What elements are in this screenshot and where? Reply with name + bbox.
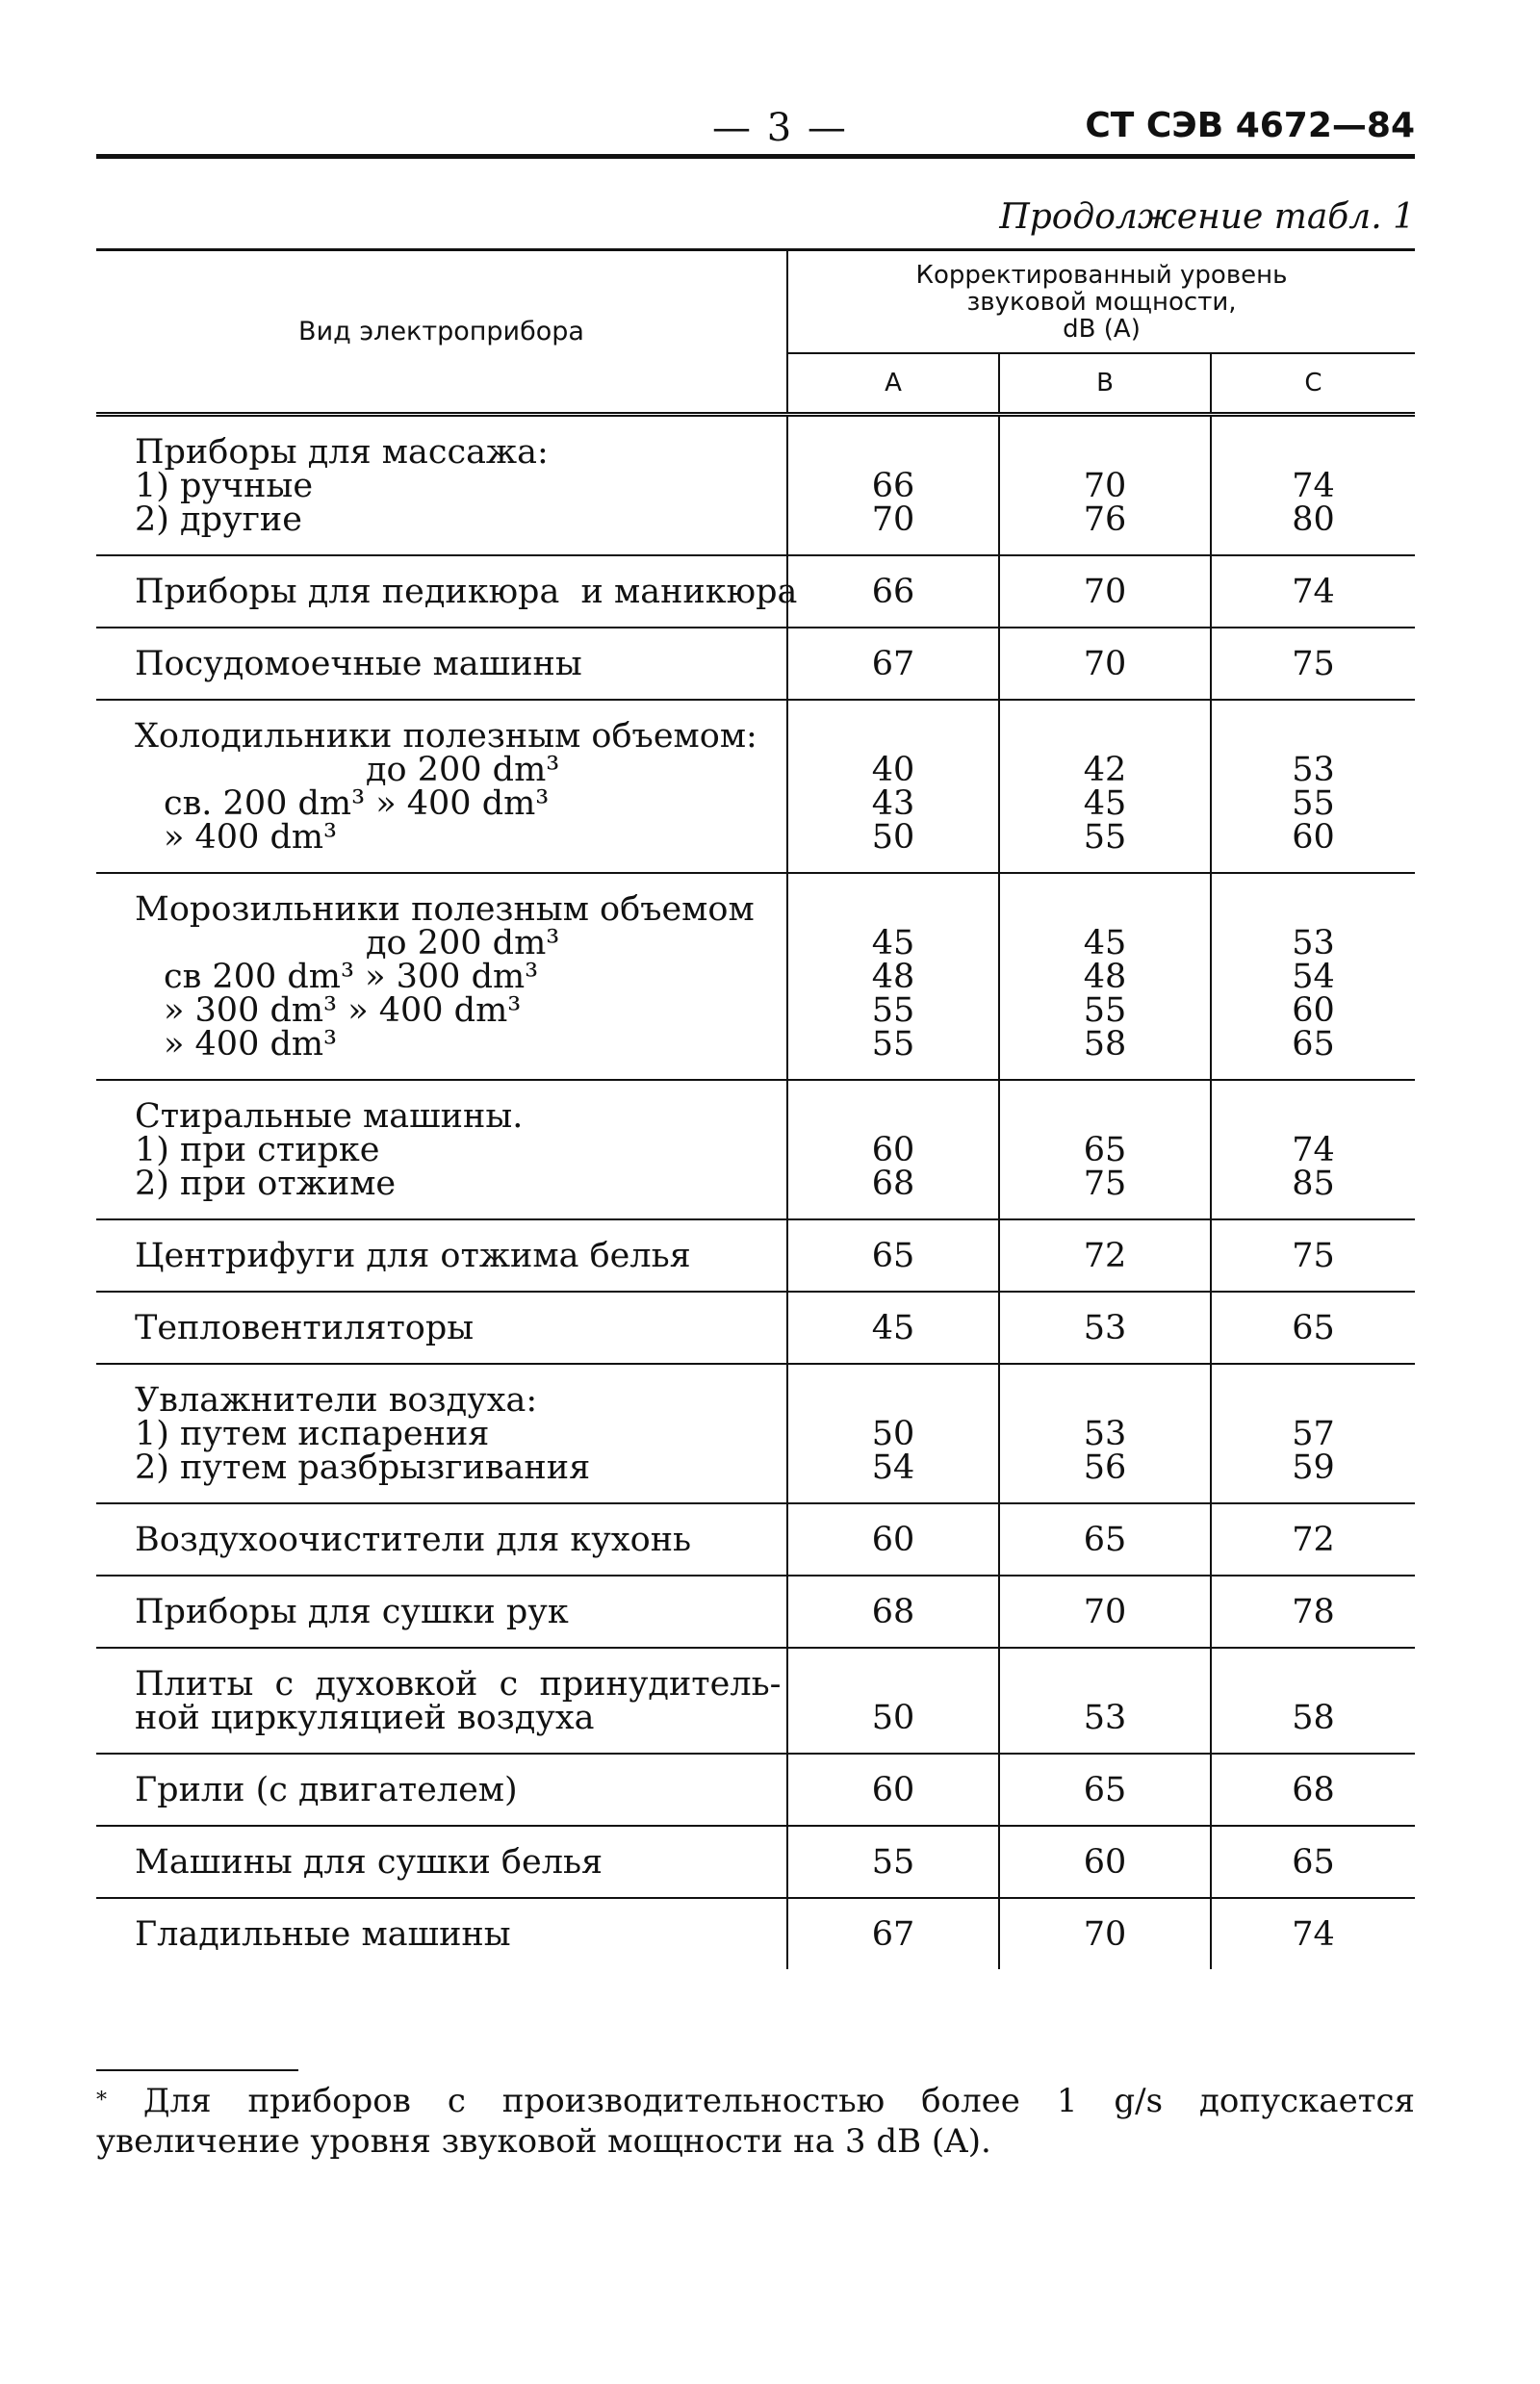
value-a: 55 <box>871 991 915 1030</box>
value-a: 60 <box>871 1771 915 1809</box>
device-name-line: до 200 dm³ <box>366 751 560 789</box>
table-row <box>96 415 1415 556</box>
value-a: 66 <box>871 467 915 505</box>
value-a: 54 <box>871 1448 915 1487</box>
device-name-line: » 300 dm³ » 400 dm³ <box>164 991 522 1030</box>
device-name-cell <box>96 628 787 700</box>
value-cell-b <box>999 1576 1211 1648</box>
value-cell-c <box>1211 1292 1415 1364</box>
device-name-line: до 200 dm³ <box>366 924 560 962</box>
device-name-cell <box>96 1826 787 1898</box>
device-name-line: Плиты с духовкой с принудитель- <box>135 1665 782 1704</box>
device-name-line: 1) ручные <box>135 467 314 505</box>
device-name-line: Увлажнители воздуха: <box>135 1381 538 1420</box>
table-row <box>96 1576 1415 1648</box>
footnote <box>96 2081 1415 2162</box>
value-cell-a <box>787 700 999 873</box>
device-name-line: ной циркуляцией воздуха <box>135 1699 595 1737</box>
value-b: 76 <box>1083 500 1127 539</box>
value-c: 74 <box>1292 467 1335 505</box>
value-cell-b <box>999 415 1211 556</box>
device-name-line: Приборы для сушки рук <box>135 1593 569 1631</box>
value-a: 50 <box>871 1415 915 1453</box>
value-cell-a <box>787 873 999 1080</box>
value-cell-b <box>999 1219 1211 1292</box>
table-row <box>96 1648 1415 1754</box>
value-cell-a <box>787 1292 999 1364</box>
device-name-cell <box>96 555 798 628</box>
value-c: 57 <box>1292 1415 1335 1453</box>
value-cell-a <box>787 628 999 700</box>
value-a: 65 <box>871 1237 915 1275</box>
device-name-line: Посудомоечные машины <box>135 645 582 683</box>
value-cell-c <box>1211 555 1415 628</box>
device-name-cell <box>96 1503 787 1576</box>
device-name-line: Воздухоочистители для кухонь <box>135 1521 692 1559</box>
value-c: 74 <box>1292 1131 1335 1169</box>
value-c: 74 <box>1292 1915 1335 1954</box>
value-cell-a <box>787 1364 999 1503</box>
value-cell-a <box>787 1754 999 1826</box>
value-cell-b <box>999 1364 1211 1503</box>
table-body <box>96 415 1415 1970</box>
value-b: 70 <box>1083 467 1127 505</box>
value-b: 53 <box>1083 1309 1127 1347</box>
value-b: 42 <box>1083 751 1127 789</box>
device-name-line: св 200 dm³ » 300 dm³ <box>164 958 539 996</box>
table-row <box>96 1292 1415 1364</box>
value-cell-c <box>1211 1503 1415 1576</box>
value-cell-a <box>787 1898 999 1969</box>
value-a: 45 <box>871 924 915 962</box>
value-cell-b <box>999 555 1211 628</box>
value-cell-c <box>1211 1364 1415 1503</box>
value-b: 72 <box>1083 1237 1127 1275</box>
device-name-line: 1) путем испарения <box>135 1415 490 1453</box>
table-row <box>96 1826 1415 1898</box>
device-name-line: Стиральные машины. <box>135 1097 524 1136</box>
value-b: 56 <box>1083 1448 1127 1487</box>
value-b: 48 <box>1083 958 1127 996</box>
value-b: 70 <box>1083 573 1127 611</box>
value-cell-c <box>1211 1219 1415 1292</box>
device-name-line: 2) путем разбрызгивания <box>135 1448 591 1487</box>
device-name-line: Гладильные машины <box>135 1915 511 1954</box>
value-cell-a <box>787 1826 999 1898</box>
value-c: 65 <box>1292 1309 1335 1347</box>
group-header-line: звуковой мощности, <box>966 287 1237 317</box>
value-a: 70 <box>871 500 915 539</box>
table-row <box>96 1898 1415 1969</box>
value-cell-a <box>787 1080 999 1219</box>
value-c: 68 <box>1292 1771 1335 1809</box>
device-name-cell <box>96 1364 787 1503</box>
value-c: 80 <box>1292 500 1335 539</box>
device-name-cell <box>96 415 787 556</box>
value-c: 59 <box>1292 1448 1335 1487</box>
device-name-line: » 400 dm³ <box>164 818 338 857</box>
value-a: 67 <box>871 645 915 683</box>
value-b: 75 <box>1083 1165 1127 1203</box>
value-cell-b <box>999 1754 1211 1826</box>
value-c: 65 <box>1292 1025 1335 1064</box>
device-name-cell <box>96 1648 787 1754</box>
column-group-header <box>787 250 1415 354</box>
value-a: 67 <box>871 1915 915 1954</box>
footnote-mark: * <box>96 2089 107 2113</box>
value-b: 58 <box>1083 1025 1127 1064</box>
value-cell-c <box>1211 1826 1415 1898</box>
device-name-cell <box>96 1080 787 1219</box>
value-c: 60 <box>1292 818 1335 857</box>
device-name-cell <box>96 700 787 873</box>
table-row <box>96 1754 1415 1826</box>
group-header-line: dB (A) <box>1063 314 1141 344</box>
value-cell-c <box>1211 1576 1415 1648</box>
value-cell-a <box>787 555 999 628</box>
value-b: 53 <box>1083 1699 1127 1737</box>
table-row <box>96 873 1415 1080</box>
value-a: 50 <box>871 818 915 857</box>
table-row <box>96 1080 1415 1219</box>
device-name-line: » 400 dm³ <box>164 1025 338 1064</box>
column-header-b: B <box>999 353 1211 415</box>
device-name-cell <box>96 1898 787 1969</box>
value-a: 50 <box>871 1699 915 1737</box>
device-name-cell <box>96 873 787 1080</box>
value-c: 54 <box>1292 958 1335 996</box>
value-cell-a <box>787 1219 999 1292</box>
value-cell-c <box>1211 873 1415 1080</box>
noise-level-table <box>96 248 1415 1969</box>
value-b: 55 <box>1083 818 1127 857</box>
value-cell-a <box>787 1503 999 1576</box>
header-rule <box>96 154 1415 159</box>
value-b: 65 <box>1083 1771 1127 1809</box>
device-name-line: 1) при стирке <box>135 1131 380 1169</box>
value-cell-c <box>1211 628 1415 700</box>
device-name-line: св. 200 dm³ » 400 dm³ <box>164 784 550 823</box>
device-name-line: Приборы для педикюра и маникюра <box>135 573 798 611</box>
device-name-line: Центрифуги для отжима белья <box>135 1237 691 1275</box>
device-name-cell <box>96 1292 787 1364</box>
value-c: 53 <box>1292 924 1335 962</box>
device-name-line: Холодильники полезным объемом: <box>135 717 757 756</box>
column-header-device: Вид электроприбора <box>96 250 787 415</box>
value-cell-c <box>1211 1648 1415 1754</box>
device-name-line: Грили (с двигателем) <box>135 1771 518 1809</box>
value-a: 45 <box>871 1309 915 1347</box>
footnote-rule <box>96 2069 298 2071</box>
value-b: 45 <box>1083 924 1127 962</box>
table-row <box>96 1364 1415 1503</box>
value-b: 65 <box>1083 1131 1127 1169</box>
value-cell-b <box>999 1503 1211 1576</box>
table-row <box>96 1503 1415 1576</box>
value-cell-b <box>999 1080 1211 1219</box>
value-a: 60 <box>871 1521 915 1559</box>
device-name-cell <box>96 1576 787 1648</box>
value-b: 55 <box>1083 991 1127 1030</box>
device-name-cell <box>96 1754 787 1826</box>
value-cell-b <box>999 1648 1211 1754</box>
value-cell-a <box>787 1648 999 1754</box>
value-c: 53 <box>1292 751 1335 789</box>
value-a: 55 <box>871 1843 915 1882</box>
value-a: 68 <box>871 1165 915 1203</box>
document-code: СТ СЭВ 4672—84 <box>1085 106 1415 145</box>
value-cell-a <box>787 415 999 556</box>
device-name-line: Машины для сушки белья <box>135 1843 603 1882</box>
value-cell-b <box>999 700 1211 873</box>
table-row <box>96 555 1415 628</box>
value-c: 78 <box>1292 1593 1335 1631</box>
value-cell-b <box>999 1292 1211 1364</box>
value-cell-c <box>1211 1898 1415 1969</box>
page-header <box>96 96 1415 154</box>
device-name-line: Приборы для массажа: <box>135 433 549 472</box>
value-b: 70 <box>1083 1915 1127 1954</box>
table-row <box>96 628 1415 700</box>
device-name-cell <box>96 1219 787 1292</box>
value-cell-c <box>1211 1080 1415 1219</box>
value-b: 53 <box>1083 1415 1127 1453</box>
device-name-line: 2) при отжиме <box>135 1165 397 1203</box>
footnote-text: Для приборов с производительностью более 1 g/s допускается увеличение уровня звуковой мощности на 3 dB (A). <box>96 2082 1415 2161</box>
value-c: 65 <box>1292 1843 1335 1882</box>
page-number: — 3 — <box>712 106 848 150</box>
value-b: 45 <box>1083 784 1127 823</box>
value-c: 72 <box>1292 1521 1335 1559</box>
value-cell-b <box>999 1898 1211 1969</box>
value-b: 65 <box>1083 1521 1127 1559</box>
value-cell-c <box>1211 1754 1415 1826</box>
value-c: 74 <box>1292 573 1335 611</box>
device-name-line: Тепловентиляторы <box>135 1309 475 1347</box>
device-name-line: Морозильники полезным объемом <box>135 890 755 929</box>
value-c: 60 <box>1292 991 1335 1030</box>
value-cell-c <box>1211 415 1415 556</box>
value-a: 66 <box>871 573 915 611</box>
group-header-line: Корректированный уровень <box>915 260 1288 290</box>
value-a: 48 <box>871 958 915 996</box>
value-b: 70 <box>1083 1593 1127 1631</box>
value-a: 40 <box>871 751 915 789</box>
table-row <box>96 1219 1415 1292</box>
value-a: 68 <box>871 1593 915 1631</box>
table-continuation-label: Продолжение табл. 1 <box>999 197 1415 237</box>
value-cell-b <box>999 628 1211 700</box>
value-c: 75 <box>1292 645 1335 683</box>
value-cell-b <box>999 873 1211 1080</box>
device-name-line: 2) другие <box>135 500 302 539</box>
value-c: 75 <box>1292 1237 1335 1275</box>
value-b: 70 <box>1083 645 1127 683</box>
value-cell-c <box>1211 700 1415 873</box>
value-cell-a <box>787 1576 999 1648</box>
column-header-a: A <box>787 353 999 415</box>
value-cell-b <box>999 1826 1211 1898</box>
value-a: 60 <box>871 1131 915 1169</box>
value-b: 60 <box>1083 1843 1127 1882</box>
value-a: 55 <box>871 1025 915 1064</box>
value-c: 58 <box>1292 1699 1335 1737</box>
table-row <box>96 700 1415 873</box>
value-c: 55 <box>1292 784 1335 823</box>
value-a: 43 <box>871 784 915 823</box>
value-c: 85 <box>1292 1165 1335 1203</box>
column-header-c: C <box>1211 353 1415 415</box>
